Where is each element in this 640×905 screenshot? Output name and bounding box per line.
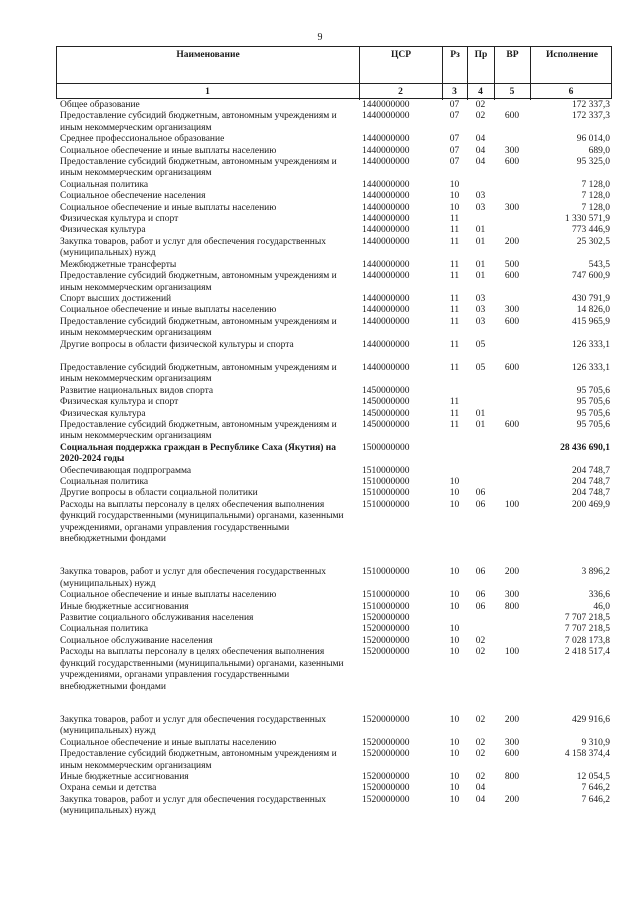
row-rz: 11 bbox=[449, 362, 460, 373]
row-csr: 1520000000 bbox=[362, 647, 410, 658]
row-name: Развитие национальных видов спорта bbox=[60, 385, 214, 396]
row-vr: 500 bbox=[504, 259, 520, 270]
row-rz: 11 bbox=[449, 259, 460, 270]
header-pr: Пр bbox=[474, 50, 488, 60]
table-row bbox=[56, 225, 612, 236]
row-rz: 10 bbox=[449, 647, 460, 658]
row-csr: 1440000000 bbox=[362, 236, 410, 247]
row-csr: 1510000000 bbox=[362, 499, 410, 510]
row-pr: 03 bbox=[475, 293, 486, 304]
row-pr: 02 bbox=[475, 771, 486, 782]
table-row bbox=[56, 477, 612, 488]
row-pr: 06 bbox=[475, 590, 486, 601]
row-pr: 02 bbox=[475, 111, 486, 122]
page-number: 9 bbox=[317, 32, 323, 43]
row-pr: 06 bbox=[475, 488, 486, 499]
row-exec: 429 916,6 bbox=[572, 714, 610, 725]
header-csr: ЦСР bbox=[390, 50, 412, 60]
row-csr: 1440000000 bbox=[362, 100, 410, 110]
row-vr: 600 bbox=[504, 271, 520, 282]
row-name: Предоставление субсидий бюджетным, автономным учреждениям и иным некоммерческим организациям bbox=[60, 749, 337, 771]
table-row bbox=[56, 237, 612, 260]
table-row bbox=[56, 271, 612, 294]
row-csr: 1520000000 bbox=[362, 794, 410, 805]
row-exec: 172 337,3 bbox=[572, 100, 610, 110]
row-exec: 25 302,5 bbox=[576, 236, 610, 247]
row-vr: 800 bbox=[504, 601, 520, 612]
row-exec: 7 646,2 bbox=[581, 794, 610, 805]
row-name: Закупка товаров, работ и услуг для обеспечения государственных (муниципальных) нужд bbox=[60, 567, 327, 589]
row-csr: 1440000000 bbox=[362, 339, 410, 350]
row-csr: 1440000000 bbox=[362, 362, 410, 373]
row-pr: 06 bbox=[475, 601, 486, 612]
row-rz: 10 bbox=[449, 749, 460, 760]
table-row bbox=[56, 624, 612, 635]
table-row bbox=[56, 214, 612, 225]
header-rz: Рз bbox=[450, 50, 460, 60]
table-row bbox=[56, 294, 612, 305]
row-vr: 100 bbox=[504, 499, 520, 510]
row-csr: 1510000000 bbox=[362, 477, 410, 487]
row-exec: 3 896,2 bbox=[581, 567, 610, 578]
column-number: 3 bbox=[452, 87, 457, 97]
row-exec: 172 337,3 bbox=[572, 111, 610, 122]
row-name: Социальное обеспечение и иные выплаты населению bbox=[60, 737, 277, 748]
table-row bbox=[56, 772, 612, 783]
column-number: 4 bbox=[478, 87, 483, 97]
header-exec: Исполнение bbox=[546, 50, 598, 60]
row-name: Физическая культура и спорт bbox=[60, 397, 179, 408]
row-pr: 04 bbox=[475, 783, 486, 794]
row-exec: 204 748,7 bbox=[572, 477, 610, 487]
row-exec: 7 028 173,8 bbox=[564, 635, 610, 646]
row-pr: 02 bbox=[475, 749, 486, 760]
table-row bbox=[56, 134, 612, 145]
row-exec: 4 158 374,4 bbox=[564, 749, 610, 760]
table-row bbox=[56, 305, 612, 316]
row-name: Социальная поддержка граждан в Республике Саха (Якутия) на 2020-2024 годы bbox=[60, 442, 337, 465]
row-name: Физическая культура bbox=[60, 225, 146, 236]
row-csr: 1440000000 bbox=[362, 225, 410, 236]
header-vr: ВР bbox=[506, 50, 519, 60]
row-csr: 1520000000 bbox=[362, 771, 410, 782]
table-row bbox=[56, 180, 612, 191]
row-rz: 10 bbox=[449, 590, 460, 601]
row-pr: 01 bbox=[475, 259, 486, 270]
row-exec: 7 128,0 bbox=[581, 202, 610, 213]
row-vr: 600 bbox=[504, 362, 520, 373]
row-rz: 10 bbox=[449, 179, 460, 190]
row-pr: 03 bbox=[475, 316, 486, 327]
row-pr: 04 bbox=[475, 157, 486, 168]
row-vr: 300 bbox=[504, 305, 520, 316]
table-row bbox=[56, 260, 612, 271]
row-csr: 1520000000 bbox=[362, 624, 410, 635]
row-exec: 95 705,6 bbox=[576, 385, 610, 396]
table-row bbox=[56, 386, 612, 397]
row-rz: 11 bbox=[449, 236, 460, 247]
row-pr: 01 bbox=[475, 419, 486, 430]
row-exec: 95 705,6 bbox=[576, 408, 610, 419]
row-csr: 1510000000 bbox=[362, 465, 410, 476]
row-name: Закупка товаров, работ и услуг для обеспечения государственных (муниципальных) нужд bbox=[60, 794, 327, 817]
table-row bbox=[56, 397, 612, 408]
row-rz: 10 bbox=[449, 771, 460, 782]
row-csr: 1440000000 bbox=[362, 191, 410, 202]
row-vr: 300 bbox=[504, 145, 520, 156]
column-number: 6 bbox=[568, 87, 574, 97]
row-csr: 1510000000 bbox=[362, 567, 410, 578]
row-rz: 10 bbox=[449, 488, 460, 499]
table-row bbox=[56, 613, 612, 624]
row-vr: 600 bbox=[504, 111, 520, 122]
row-pr: 06 bbox=[475, 567, 486, 578]
row-csr: 1520000000 bbox=[362, 749, 410, 760]
row-exec: 336,6 bbox=[588, 590, 610, 601]
row-csr: 1520000000 bbox=[362, 737, 410, 748]
row-vr: 100 bbox=[504, 647, 520, 658]
row-name: Предоставление субсидий бюджетным, автономным учреждениям и иным некоммерческим организациям bbox=[60, 362, 337, 385]
table-body bbox=[56, 100, 612, 818]
table-row bbox=[56, 602, 612, 613]
row-name: Социальное обеспечение и иные выплаты населению bbox=[60, 305, 277, 316]
row-rz: 07 bbox=[449, 100, 460, 110]
row-name: Расходы на выплаты персоналу в целях обеспечения выполнения функций государственными (муниципальными) органами, казенными учреждениями, органами управления государственными внебюджетными фондами bbox=[60, 499, 344, 545]
row-csr: 1450000000 bbox=[362, 385, 410, 396]
row-rz: 10 bbox=[449, 737, 460, 748]
row-exec: 12 054,5 bbox=[576, 771, 610, 782]
table-row bbox=[56, 146, 612, 157]
row-csr: 1500000000 bbox=[362, 442, 410, 453]
row-vr: 600 bbox=[504, 749, 520, 760]
row-csr: 1440000000 bbox=[362, 179, 410, 190]
row-csr: 1520000000 bbox=[362, 714, 410, 725]
row-pr: 04 bbox=[475, 134, 486, 145]
row-exec: 430 791,9 bbox=[572, 293, 610, 304]
row-csr: 1450000000 bbox=[362, 397, 410, 408]
row-name: Социальное обеспечение и иные выплаты населению bbox=[60, 202, 277, 213]
row-vr: 200 bbox=[504, 567, 520, 578]
row-rz: 11 bbox=[449, 305, 460, 316]
row-name: Социальное обеспечение и иные выплаты населению bbox=[60, 590, 277, 601]
row-csr: 1510000000 bbox=[362, 601, 410, 612]
table-row bbox=[56, 443, 612, 466]
row-pr: 06 bbox=[475, 499, 486, 510]
table-row bbox=[56, 567, 612, 590]
row-pr: 03 bbox=[475, 305, 486, 316]
row-name: Предоставление субсидий бюджетным, автономным учреждениям и иным некоммерческим организациям bbox=[60, 111, 337, 133]
row-csr: 1440000000 bbox=[362, 134, 410, 145]
row-rz: 10 bbox=[449, 783, 460, 794]
row-csr: 1440000000 bbox=[362, 271, 410, 282]
row-csr: 1510000000 bbox=[362, 590, 410, 601]
row-name: Спорт высших достижений bbox=[60, 293, 172, 304]
row-csr: 1450000000 bbox=[362, 408, 410, 419]
row-pr: 02 bbox=[475, 737, 486, 748]
row-exec: 95 705,6 bbox=[576, 419, 610, 430]
row-exec: 1 330 571,9 bbox=[564, 214, 610, 225]
row-csr: 1440000000 bbox=[362, 259, 410, 270]
row-rz: 11 bbox=[449, 397, 460, 408]
table-row bbox=[56, 111, 612, 134]
column-number: 1 bbox=[205, 87, 210, 97]
row-pr: 01 bbox=[475, 408, 486, 419]
row-name: Развитие социального обслуживания населения bbox=[60, 613, 254, 624]
row-pr: 02 bbox=[475, 647, 486, 658]
row-exec: 28 436 690,1 bbox=[560, 442, 610, 453]
row-name: Социальное обеспечение и иные выплаты населению bbox=[60, 145, 277, 156]
row-vr: 200 bbox=[504, 714, 520, 725]
header-name: Наименование bbox=[176, 50, 240, 60]
row-pr: 03 bbox=[475, 202, 486, 213]
row-exec: 543,5 bbox=[588, 259, 610, 270]
row-name: Иные бюджетные ассигнования bbox=[60, 771, 189, 782]
row-name: Охрана семьи и детства bbox=[60, 783, 157, 794]
row-exec: 2 418 517,4 bbox=[564, 647, 610, 658]
row-pr: 05 bbox=[475, 362, 486, 373]
table-row bbox=[56, 488, 612, 499]
row-pr: 04 bbox=[475, 794, 486, 805]
row-rz: 11 bbox=[449, 316, 460, 327]
table-row bbox=[56, 340, 612, 351]
column-number: 5 bbox=[509, 87, 515, 97]
row-name: Обеспечивающая подпрограмма bbox=[60, 465, 192, 476]
row-csr: 1440000000 bbox=[362, 145, 410, 156]
row-csr: 1520000000 bbox=[362, 783, 410, 794]
row-exec: 204 748,7 bbox=[572, 488, 610, 499]
table-row bbox=[56, 749, 612, 772]
row-exec: 9 310,9 bbox=[581, 737, 610, 748]
row-rz: 10 bbox=[449, 567, 460, 578]
table-row bbox=[56, 409, 612, 420]
row-rz: 10 bbox=[449, 624, 460, 635]
row-exec: 415 965,9 bbox=[572, 316, 610, 327]
row-csr: 1520000000 bbox=[362, 635, 410, 646]
row-pr: 02 bbox=[475, 714, 486, 725]
row-name: Предоставление субсидий бюджетным, автономным учреждениям и иным некоммерческим организациям bbox=[60, 157, 337, 179]
row-vr: 600 bbox=[504, 157, 520, 168]
row-vr: 600 bbox=[504, 419, 520, 430]
row-rz: 10 bbox=[449, 601, 460, 612]
row-vr: 200 bbox=[504, 794, 520, 805]
row-name: Расходы на выплаты персоналу в целях обеспечения выполнения функций государственными (муниципальными) органами, казенными учреждениями, органами управления государственными внебюджетными фондами bbox=[60, 647, 344, 692]
row-name: Другие вопросы в области физической культуры и спорта bbox=[60, 339, 294, 350]
row-rz: 10 bbox=[449, 499, 460, 510]
row-exec: 96 014,0 bbox=[576, 134, 610, 145]
row-rz: 11 bbox=[449, 408, 460, 419]
row-rz: 07 bbox=[449, 134, 460, 145]
row-name: Другие вопросы в области социальной политики bbox=[60, 488, 258, 499]
row-name: Физическая культура и спорт bbox=[60, 214, 179, 225]
row-vr: 800 bbox=[504, 771, 520, 782]
table-row bbox=[56, 783, 612, 794]
row-exec: 204 748,7 bbox=[572, 465, 610, 476]
table-row bbox=[56, 363, 612, 386]
row-vr: 300 bbox=[504, 202, 520, 213]
row-name: Предоставление субсидий бюджетным, автономным учреждениям и иным некоммерческим организациям bbox=[60, 419, 337, 442]
table-row bbox=[56, 420, 612, 443]
row-name: Закупка товаров, работ и услуг для обеспечения государственных (муниципальных) нужд bbox=[60, 714, 327, 737]
row-csr: 1450000000 bbox=[362, 419, 410, 430]
row-rz: 10 bbox=[449, 635, 460, 646]
row-name: Предоставление субсидий бюджетным, автономным учреждениям и иным некоммерческим организациям bbox=[60, 316, 337, 339]
row-csr: 1510000000 bbox=[362, 488, 410, 499]
row-pr: 01 bbox=[475, 225, 486, 236]
row-pr: 04 bbox=[475, 145, 486, 156]
row-exec: 689,0 bbox=[588, 145, 610, 156]
row-name: Социальное обслуживание населения bbox=[60, 635, 213, 646]
row-exec: 126 333,1 bbox=[572, 339, 610, 350]
table-row bbox=[56, 590, 612, 601]
row-name: Закупка товаров, работ и услуг для обеспечения государственных (муниципальных) нужд bbox=[60, 236, 327, 259]
row-exec: 7 646,2 bbox=[581, 783, 610, 794]
row-rz: 11 bbox=[449, 214, 460, 225]
row-rz: 07 bbox=[449, 111, 460, 122]
row-exec: 46,0 bbox=[593, 601, 610, 612]
row-exec: 7 707 218,5 bbox=[564, 624, 610, 635]
row-rz: 11 bbox=[449, 293, 460, 304]
row-exec: 7 128,0 bbox=[581, 191, 610, 202]
row-pr: 05 bbox=[475, 339, 486, 350]
row-exec: 14 826,0 bbox=[576, 305, 610, 316]
table-row bbox=[56, 100, 612, 111]
row-rz: 07 bbox=[449, 157, 460, 168]
row-csr: 1440000000 bbox=[362, 157, 410, 168]
row-exec: 747 600,9 bbox=[572, 271, 610, 282]
column-numbers-row bbox=[56, 83, 612, 99]
row-exec: 95 705,6 bbox=[576, 397, 610, 408]
row-name: Социальная политика bbox=[60, 477, 149, 487]
row-name: Физическая культура bbox=[60, 408, 146, 419]
row-name: Общее образование bbox=[60, 100, 140, 110]
row-rz: 10 bbox=[449, 202, 460, 213]
table-row bbox=[56, 157, 612, 180]
table-row bbox=[56, 647, 612, 693]
row-rz: 10 bbox=[449, 714, 460, 725]
row-pr: 01 bbox=[475, 236, 486, 247]
row-csr: 1440000000 bbox=[362, 316, 410, 327]
column-number: 2 bbox=[398, 87, 403, 97]
row-rz: 10 bbox=[449, 191, 460, 202]
table-row bbox=[56, 795, 612, 818]
row-rz: 10 bbox=[449, 794, 460, 805]
row-pr: 01 bbox=[475, 271, 486, 282]
row-pr: 02 bbox=[475, 635, 486, 646]
row-pr: 03 bbox=[475, 191, 486, 202]
row-exec: 126 333,1 bbox=[572, 362, 610, 373]
table-row bbox=[56, 203, 612, 214]
row-name: Социальная политика bbox=[60, 624, 149, 635]
row-rz: 10 bbox=[449, 477, 460, 487]
row-vr: 200 bbox=[504, 236, 520, 247]
row-pr: 02 bbox=[475, 100, 486, 110]
row-exec: 95 325,0 bbox=[576, 157, 610, 168]
row-exec: 7 128,0 bbox=[581, 179, 610, 190]
row-name: Иные бюджетные ассигнования bbox=[60, 601, 189, 612]
row-csr: 1440000000 bbox=[362, 293, 410, 304]
row-rz: 11 bbox=[449, 225, 460, 236]
table-row bbox=[56, 191, 612, 202]
row-vr: 600 bbox=[504, 316, 520, 327]
row-vr: 300 bbox=[504, 737, 520, 748]
row-name: Социальная политика bbox=[60, 179, 149, 190]
row-name: Межбюджетные трансферты bbox=[60, 259, 177, 270]
row-rz: 11 bbox=[449, 339, 460, 350]
row-name: Среднее профессиональное образование bbox=[60, 134, 225, 145]
row-exec: 200 469,9 bbox=[572, 499, 610, 510]
row-csr: 1440000000 bbox=[362, 202, 410, 213]
row-name: Предоставление субсидий бюджетным, автономным учреждениям и иным некоммерческим организациям bbox=[60, 271, 337, 293]
row-exec: 7 707 218,5 bbox=[564, 613, 610, 624]
table-row bbox=[56, 466, 612, 477]
row-rz: 11 bbox=[449, 271, 460, 282]
row-name: Социальное обеспечение населения bbox=[60, 191, 206, 202]
row-csr: 1440000000 bbox=[362, 305, 410, 316]
row-rz: 07 bbox=[449, 145, 460, 156]
row-rz: 11 bbox=[449, 419, 460, 430]
row-exec: 773 446,9 bbox=[572, 225, 610, 236]
table-row bbox=[56, 636, 612, 647]
row-csr: 1440000000 bbox=[362, 111, 410, 122]
row-csr: 1520000000 bbox=[362, 613, 410, 624]
table-row bbox=[56, 317, 612, 340]
table-row bbox=[56, 738, 612, 749]
row-vr: 300 bbox=[504, 590, 520, 601]
row-csr: 1440000000 bbox=[362, 214, 410, 225]
table-row bbox=[56, 500, 612, 546]
table-row bbox=[56, 715, 612, 738]
